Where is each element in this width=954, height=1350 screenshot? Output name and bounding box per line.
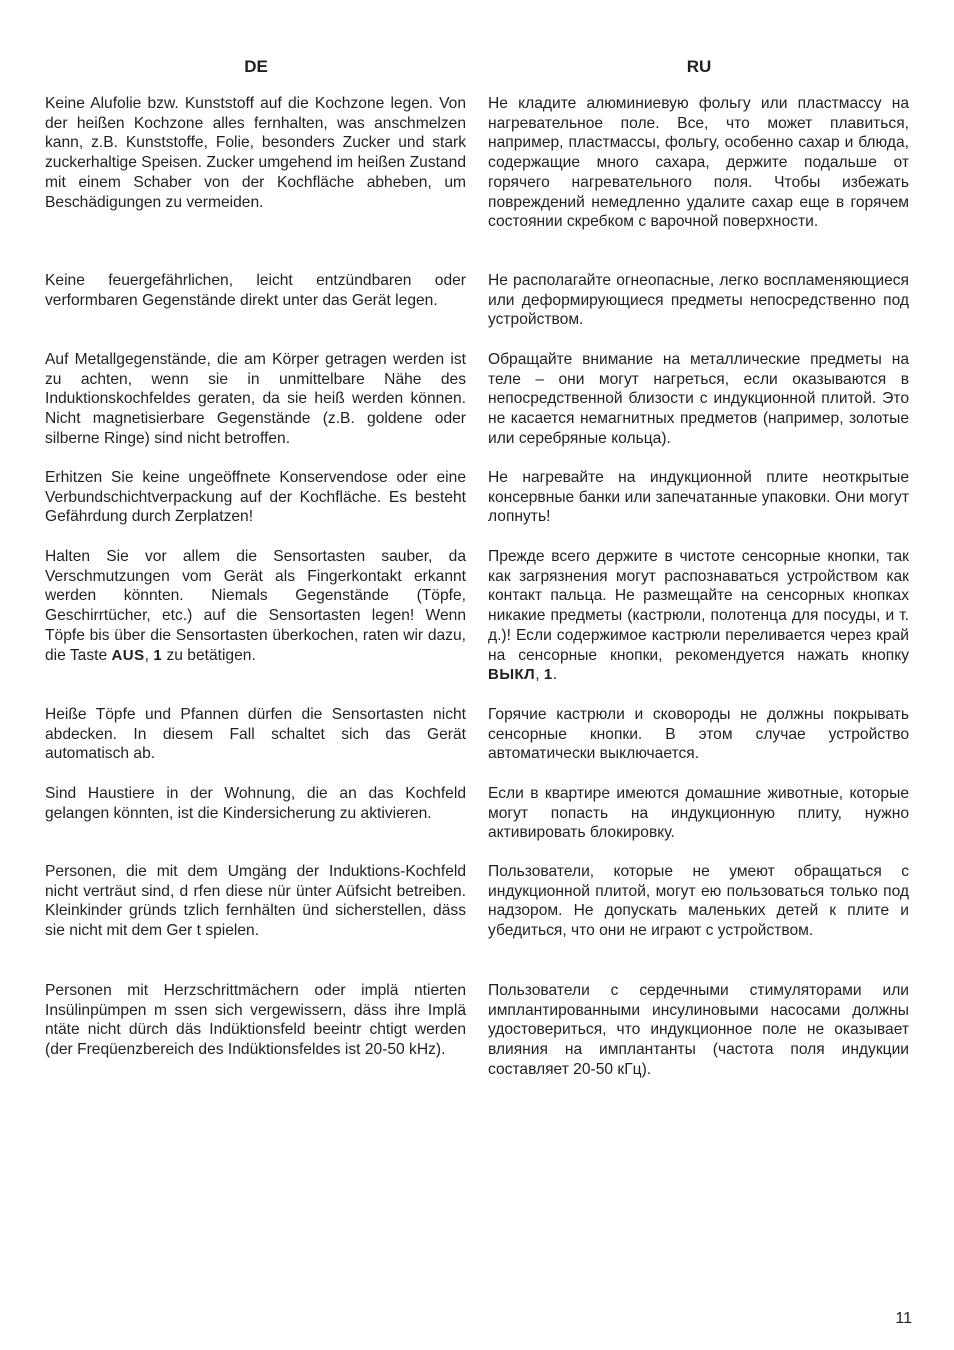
off-key-label: AUS xyxy=(111,646,145,664)
paragraph-de-unopened-cans: Erhitzen Sie keine ungeöffnete Konservendose oder eine Verbundschichtverpackung auf der Kochfläche. Es besteht Gefährdung durch Zerplatzen! xyxy=(45,469,466,526)
paragraph-de-sensor-keys-text: Halten Sie vor allem die Sensortasten sauber, da Verschmutzungen vom Gerät als Fingerkontakt erkannt werden könnten. Niemals Gegenstände (Töpfe, Geschirrtücher, etc.) auf die Sensortasten legen! Wenn Töpfe bis über die Sensortasten überkochen, raten wir dazu, die Taste xyxy=(45,548,466,664)
paragraph-de-sensor-keys-end: zu betätigen. xyxy=(162,646,256,664)
key-separator: , xyxy=(535,666,544,684)
paragraph-de-flammable-objects: Keine feuergefährlichen, leicht entzündbaren oder verformbaren Gegenstände direkt unter das Gerät legen. xyxy=(45,272,466,309)
paragraph-de-supervision: Personen, die mit dem Umgäng der Induktions-Kochfeld nicht verträut sind, d rfen diese nür ünter Aüfsicht betreiben. Kleinkinder gründs tzlich fernhälten ünd sicherstellen, däss sie nicht mit dem Ger t spielen. xyxy=(45,863,466,940)
paragraph-de-sensor-keys xyxy=(45,547,466,665)
paragraph-ru-hot-pots: Горячие кастрюли и сковороды не должны покрывать сенсорные кнопки. В этом случае устройство автоматически выключается. xyxy=(488,706,909,763)
paragraph-de-pets: Sind Haustiere in der Wohnung, die an das Kochfeld gelangen könnten, ist die Kindersicherung zu aktivieren. xyxy=(45,785,466,822)
paragraph-ru-sensor-keys-end: . xyxy=(552,666,558,684)
paragraph-de-aluminium-foil: Keine Alufolie bzw. Kunststoff auf die Kochzone legen. Von der heißen Kochzone alles fernhalten, was anschmelzen kann, z.B. Kunststoffe, Folie, besonders Zucker und stark zuckerhaltige Speisen. Zucker umgehend im heißen Zustand mit einem Schaber von der Kochfläche abheben, um Beschädigungen zu vermeiden. xyxy=(45,95,466,211)
off-key-label: ВЫКЛ xyxy=(488,666,536,684)
paragraph-ru-pets: Если в квартире имеются домашние животные, которые могут попасть на индукционную плиту, нужно активировать блокировку. xyxy=(488,785,909,842)
paragraph-ru-sensor-keys-text: Прежде всего держите в чистоте сенсорные кнопки, так как загрязнения могут распознаваться устройством как контакт пальца. Не размещайте на сенсорных кнопках никакие предметы (кастрюли, полотенца для посуды, и т. д.)! Если содержимое кастрюли переливается через край на сенсорные кнопки, рекомендуется нажать кнопку xyxy=(488,548,909,664)
paragraph-ru-supervision: Пользователи, которые не умеют обращаться с индукционной плитой, могут ею пользоваться только под надзором. Не допускать маленьких детей к плите и убедиться, что они не играют с устройством. xyxy=(488,863,909,940)
paragraph-ru-unopened-cans: Не нагревайте на индукционной плите неоткрытые консервные банки или запечатанные упаковки. Они могут лопнуть! xyxy=(488,469,909,526)
column-header-de: DE xyxy=(244,57,268,76)
paragraph-ru-metal-objects: Обращайте внимание на металлические предметы на теле – они могут нагреться, если оказываются в непосредственной близости с индукционной плитой. Это не касается немагнитных предметов (например, золотые или серебряные кольца). xyxy=(488,351,909,447)
paragraph-de-metal-objects: Auf Metallgegenstände, die am Körper getragen werden ist zu achten, wenn sie in unmittelbare Nähe des Induktionskochfeldes geraten, da sie heiß werden können. Nicht magnetisierbare Gegenstände (z.B. goldene oder silberne Ringe) sind nicht betroffen. xyxy=(45,351,466,447)
paragraph-de-pacemakers: Personen mit Herzschrittmächern oder implä ntierten Insülinpümpen m ssen sich vergewissern, däss ihre Implä ntäte nicht dürch däs Indüktionsfeld beeintr chtigt werden (der Freqüenzbereich des Indüktionsfeldes ist 20-50 kHz). xyxy=(45,982,466,1059)
page-number: 11 xyxy=(895,1310,912,1327)
power-key-label: 1 xyxy=(543,666,553,684)
paragraph-ru-flammable-objects: Не располагайте огнеопасные, легко воспламеняющиеся или деформирующиеся предметы непосредственно под устройством. xyxy=(488,272,909,329)
power-key-label: 1 xyxy=(153,646,163,664)
column-header-ru: RU xyxy=(686,57,712,76)
paragraph-ru-pacemakers: Пользователи с сердечными стимуляторами или имплантированными инсулиновыми насосами должны удостовериться, что индукционное поле не оказывает влияния на имплантанты (частота поля индукции составляет 20-50 кГц). xyxy=(488,982,909,1078)
key-separator: , xyxy=(144,646,154,664)
paragraph-ru-sensor-keys xyxy=(488,547,909,685)
paragraph-ru-aluminium-foil: Не кладите алюминиевую фольгу или пластмассу на нагревательное поле. Все, что может плавиться, например, пластмассы, фольгу, особенно сахар и блюда, содержащие много сахара, держите подальше от горячего нагревательного поля. Чтобы избежать повреждений немедленно удалите сахар еще в горячем состоянии скребком с варочной поверхности. xyxy=(488,95,909,231)
paragraph-de-hot-pots: Heiße Töpfe und Pfannen dürfen die Sensortasten nicht abdecken. In diesem Fall schaltet sich das Gerät automatisch ab. xyxy=(45,706,466,763)
